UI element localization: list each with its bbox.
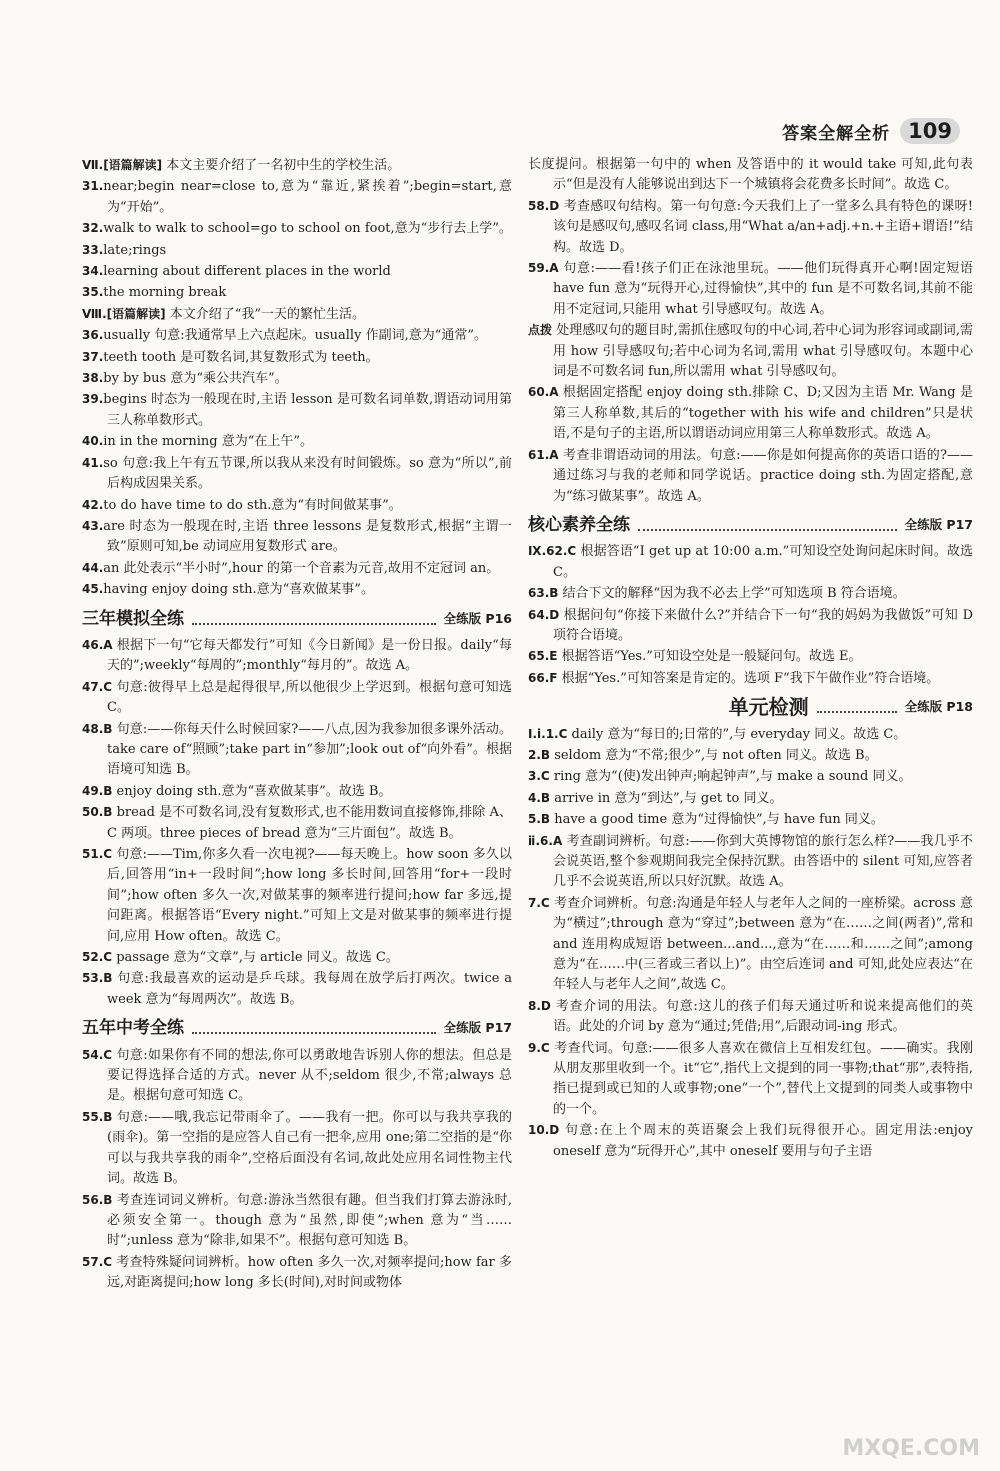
answer-text: 考查副词辨析。句意:——你到大英博物馆的旅行怎么样?——我几乎不会说英语,整个参观期间我完全保持沉默。由答语中的 silent 可知,应答者几乎不会说英语,所以只好沉默。故选 A。	[553, 833, 973, 890]
answer-item	[528, 605, 973, 647]
answer-number: 5.B	[528, 812, 551, 827]
answer-number: 64.D	[528, 607, 560, 622]
answer-item	[82, 218, 512, 239]
answer-text: are 时态为一般现在时,主语 three lessons 是复数形式,根据“主谓一致”原则可知,be 动词应用复数形式 are。	[103, 518, 512, 555]
answer-number: 48.B	[82, 721, 113, 736]
section-header	[528, 695, 973, 720]
answer-number: 41.	[82, 455, 104, 470]
answer-item	[528, 445, 973, 507]
section-reference: 全练版 P18	[904, 699, 973, 715]
answer-item	[528, 745, 973, 766]
answer-number: 31.	[82, 179, 104, 194]
answer-number: 51.C	[82, 847, 113, 861]
answer-item	[528, 831, 973, 893]
answer-item	[82, 579, 512, 600]
answer-text: by by bus 意为“乘公共汽车”。	[103, 371, 288, 387]
answer-item	[528, 320, 973, 382]
answer-text: 考查感叹句结构。第一句句意:今天我们上了一堂多么具有特色的课呀!该句是感叹句,感叹名词 class,用“What a/an+adj.+n.+主语+谓语!”结构。故选 D。	[553, 198, 973, 255]
answer-text: daily 意为“每日的;日常的”,与 everyday 同义。故选 C。	[567, 726, 907, 742]
answer-text: 句意:如果你有不同的想法,你可以勇敢地告诉别人你的想法。但总是要记得选择合适的方式。never 从不;seldom 很少,不常;always 总是。根据句意可知选 C。	[107, 1047, 512, 1104]
answer-number: 40.	[82, 434, 104, 449]
answer-text: 考查连词词义辨析。句意:游泳当然很有趣。但当我们打算去游泳时,必须安全第一。though 意为“虽然,即使”;when 意为“当……时”;unless 意为“除非,如果不”。根据句意可知选 B。	[107, 1192, 512, 1249]
answer-number: 58.D	[528, 198, 560, 213]
answer-number: 60.A	[528, 385, 559, 400]
answer-text: 根据固定搭配 enjoy doing sth.排除 C、D;又因为主语 Mr. Wang 是第三人称单数,其后的“together with his wife and children”只是状语,不是句子的主语,所以谓语动词应用第三人称单数形式。故选 A。	[553, 385, 973, 442]
answer-item	[82, 304, 512, 325]
answer-text: 根据“Yes.”可知答案是肯定的。选项 F“我下午做作业”符合语境。	[557, 670, 940, 686]
answer-text: walk to walk to school=go to school on foot,意为“步行去上学”。	[103, 221, 512, 237]
answer-item	[82, 947, 512, 968]
answer-text: 结合下文的解释“因为我不必去上学”可知选项 B 符合语境。	[558, 586, 906, 602]
section-divider	[192, 613, 436, 625]
answer-item	[82, 968, 512, 1010]
section-title: 单元检测	[728, 695, 809, 720]
answer-text: an 此处表示“半小时”,hour 的第一个音素为元音,故用不定冠词 an。	[103, 560, 500, 576]
answer-item	[528, 893, 973, 996]
answer-text: passage 意为“文章”,与 article 同义。故选 C。	[112, 950, 399, 966]
answer-item	[528, 809, 973, 830]
answer-item	[528, 788, 973, 809]
section-divider	[817, 701, 897, 713]
answer-number: Ⅰ.ⅰ.1.C	[528, 726, 568, 741]
answer-item	[82, 431, 512, 452]
answer-item	[82, 347, 512, 368]
answer-item	[82, 635, 512, 677]
answer-number: 66.F	[528, 670, 558, 685]
answer-text: 长度提问。根据第一句中的 when 及答语中的 it would take 可知,此句表示“但是没有人能够说出到达下一个城镇将会花费多长时间”。故选 C。	[528, 157, 973, 193]
answer-item	[82, 1107, 512, 1190]
answer-text: 本文介绍了“我”一天的繁忙生活。	[165, 306, 366, 322]
answer-text: 本文主要介绍了一名初中生的学校生活。	[162, 158, 401, 173]
answer-number: Ⅶ.[语篇解读]	[82, 158, 163, 172]
answer-number: 63.B	[528, 586, 559, 601]
answer-text: 考查非谓语动词的用法。句意:——你是如何提高你的英语口语的?——通过练习与我的老师和同学说话。practice doing sth.为固定搭配,意为“练习做某事”。故选 A。	[553, 447, 973, 504]
answer-text: seldom 意为“不常;很少”,与 not often 同义。故选 B。	[550, 747, 878, 763]
answer-item	[528, 766, 973, 787]
answer-text: teeth tooth 是可数名词,其复数形式为 teeth。	[103, 349, 379, 365]
answer-number: 42.	[82, 497, 104, 512]
answer-text: 句意:我最喜欢的运动是乒乓球。我每周在放学后打两次。twice a week 意为“每周两次”。故选 B。	[107, 971, 512, 1007]
answer-text: 根据问句“你接下来做什么?”并结合下一句“我的妈妈为我做饭”可知 D 项符合语境。	[553, 607, 973, 643]
answer-text: the morning break	[103, 285, 227, 301]
answer-item	[528, 724, 973, 745]
answer-text: bread 是不可数名词,没有复数形式,也不能用数词直接修饰,排除 A、C 两项。three pieces of bread 意为“三片面包”。故选 B。	[107, 805, 512, 841]
answer-text: 句意:彼得早上总是起得很早,所以他很少上学迟到。根据句意可知选 C。	[107, 679, 512, 716]
answer-item	[528, 583, 973, 604]
answer-number: 7.C	[528, 895, 550, 910]
page-number: 109	[900, 118, 960, 144]
answer-item	[82, 453, 512, 495]
answer-text: so 句意:我上午有五节课,所以我从来没有时间锻炼。so 意为“所以”,前后构成因果关系。	[103, 455, 512, 492]
section-header	[528, 515, 973, 535]
answer-text: 句意:——你每天什么时候回家?——八点,因为我参加很多课外活动。take care of“照顾”;take part in“参加”;look out of“向外看”。根据语境可知选 B。	[107, 721, 512, 778]
answer-number: 2.B	[528, 747, 551, 762]
answer-item	[82, 261, 512, 282]
answer-item	[82, 155, 512, 176]
answer-number: 9.C	[528, 1040, 550, 1055]
answer-item	[82, 844, 512, 947]
answer-item	[82, 516, 512, 558]
answer-text: having enjoy doing sth.意为“喜欢做某事”。	[103, 582, 374, 598]
answer-item	[82, 325, 512, 346]
answer-text: 考查介词的用法。句意:这儿的孩子们每天通过听和说来提高他们的英语。此处的介词 by 意为“通过;凭借;用”,后跟动词-ing 形式。	[550, 998, 973, 1035]
answer-number: 4.B	[528, 790, 551, 805]
answer-text: in in the morning 意为“在上午”。	[103, 434, 314, 450]
answer-item	[82, 781, 512, 802]
answer-item	[82, 389, 512, 431]
section-header	[82, 1018, 512, 1038]
answer-number: 57.C	[82, 1254, 113, 1269]
answer-item	[528, 258, 973, 320]
page-header	[782, 118, 960, 144]
answer-number: 点拨	[528, 323, 553, 338]
answer-text: late;rings	[103, 242, 167, 258]
answer-item	[528, 646, 973, 667]
answer-number: 52.C	[82, 950, 113, 965]
section-title: 五年中考全练	[82, 1018, 184, 1039]
answer-number: 36.	[82, 328, 104, 343]
answer-text: begins 时态为一般现在时,主语 lesson 是可数名词单数,谓语动词用第三人称单数形式。	[103, 392, 512, 428]
answer-number: 56.B	[82, 1192, 113, 1207]
answer-number: 35.	[82, 285, 104, 300]
answer-number: 53.B	[82, 971, 113, 986]
answer-number: 32.	[82, 221, 104, 236]
section-reference: 全练版 P17	[904, 516, 973, 532]
answer-number: 3.C	[528, 769, 550, 784]
answer-text: 根据答语“I get up at 10:00 a.m.”可知设空处询问起床时间。故选 C。	[553, 544, 974, 580]
answer-item	[82, 240, 512, 261]
answer-number: Ⅷ.[语篇解读]	[82, 306, 166, 321]
answer-number: 50.B	[82, 805, 113, 820]
answer-text: 考查代词。句意:——很多人喜欢在微信上互相发红包。——确实。我刚从朋友那里收到一个。it“它”,指代上文提到的同一事物;that“那”,表特指,指已提到或已知的人或事物;one“一个”,替代上文提到的同类人或事物中的一个。	[549, 1040, 973, 1117]
answer-text: learning about different places in the world	[103, 264, 391, 280]
answer-text: usually 句意:我通常早上六点起床。usually 作副词,意为“通常”。	[103, 328, 487, 344]
answer-text: 根据答语“Yes.”可知设空处是一般疑问句。故选 E。	[557, 649, 862, 665]
answer-number: 37.	[82, 349, 104, 364]
answer-number: 54.C	[82, 1047, 113, 1062]
answer-item	[82, 282, 512, 303]
answer-item	[528, 996, 973, 1038]
answer-text: enjoy doing sth.意为“喜欢做某事”。故选 B。	[112, 783, 392, 799]
answer-item	[82, 368, 512, 389]
section-divider	[638, 519, 897, 531]
answer-number: 39.	[82, 392, 104, 407]
section-reference: 全练版 P17	[443, 1020, 512, 1036]
answer-text: to do have time to do sth.意为“有时间做某事”。	[103, 497, 402, 513]
answer-item	[82, 677, 512, 719]
answer-text: 根据下一句“它每天都发行”可知《今日新闻》是一份日报。daily“每天的”;weekly“每周的”;monthly“每月的”。故选 A。	[107, 637, 512, 674]
right-column	[528, 155, 973, 1162]
answer-text: have a good time 意为“过得愉快”,与 have fun 同义。	[550, 812, 884, 828]
answer-text: 句意:在上个周末的英语聚会上我们玩得很开心。固定用法:enjoy oneself 意为“玩得开心”,其中 oneself 要用与句子主语	[553, 1123, 973, 1159]
answer-item	[82, 1252, 512, 1294]
answer-item	[82, 1045, 512, 1107]
left-column	[82, 155, 512, 1294]
answer-item	[82, 495, 512, 516]
answer-number: ⅱ.6.A	[528, 833, 563, 848]
answer-text: 句意:——哦,我忘记带雨伞了。——我有一把。你可以与我共享我的(雨伞)。第一空指的是应答人自己有一把伞,应用 one;第二空指的是“你可以与我共享我的雨伞”,空格后面没有名词,故此处应用名词性物主代词。故选 B。	[107, 1109, 512, 1187]
answer-number: 10.D	[528, 1123, 560, 1138]
answer-item	[528, 668, 973, 689]
answer-number: 43.	[82, 518, 104, 533]
answer-text: 句意:——看!孩子们正在泳池里玩。——他们玩得真开心啊!固定短语 have fun 意为“玩得开心,过得愉快”,其中的 fun 是不可数名词,其前不能用不定冠词,只能用 what 引导感叹句。故选 A。	[553, 261, 973, 317]
answer-item	[528, 155, 973, 196]
answer-item	[82, 802, 512, 844]
answer-item	[528, 541, 973, 583]
answer-item	[82, 719, 512, 781]
answer-number: 44.	[82, 560, 104, 575]
answer-text: 处理感叹句的题目时,需抓住感叹句的中心词,若中心词为形容词或副词,需用 how 引导感叹句;若中心词为名词,需用 what 引导感叹句。本题中心词是不可数名词 fun,所以需用 what 引导感叹句。	[552, 323, 973, 380]
answer-text: 句意:——Tim,你多久看一次电视?——每天晚上。how soon 多久以后,回答用“in+一段时间”;how long 多长时间,回答用“for+一段时间”;how often 多久一次,对做某事的频率进行提问;how far 多远,提问距离。根据答语“Every night.”可知上文是对做某事的频率进行提问,应用 How often。故选 C。	[107, 847, 512, 944]
section-divider	[192, 1022, 436, 1034]
answer-number: Ⅸ.62.C	[528, 544, 577, 559]
answer-number: 61.A	[528, 447, 559, 462]
answer-item	[82, 1190, 512, 1252]
answer-item	[82, 558, 512, 579]
answer-text: 考查特殊疑问词辨析。how often 多久一次,对频率提问;how far 多远,对距离提问;how long 多长(时间),对时间或物体	[107, 1254, 512, 1291]
section-header	[82, 609, 512, 629]
answer-item	[82, 176, 512, 218]
answer-number: 34.	[82, 264, 104, 279]
answer-number: 49.B	[82, 783, 113, 798]
header-title: 答案全解全析	[782, 123, 891, 144]
answer-item	[528, 1038, 973, 1121]
answer-item	[528, 1120, 973, 1162]
answer-number: 8.D	[528, 998, 551, 1013]
answer-number: 45.	[82, 582, 104, 597]
answer-text: arrive in 意为“到达”,与 get to 同义。	[550, 790, 783, 806]
answer-number: 59.A	[528, 261, 559, 276]
section-reference: 全练版 P16	[443, 610, 512, 626]
answer-number: 38.	[82, 371, 104, 386]
answer-number: 47.C	[82, 679, 113, 694]
answer-number: 46.A	[82, 637, 113, 652]
answer-text: ring 意为“(使)发出钟声;响起钟声”,与 make a sound 同义。	[549, 769, 912, 785]
answer-number: 33.	[82, 242, 104, 257]
answer-item	[528, 382, 973, 444]
answer-item	[528, 196, 973, 258]
watermark-text: MXQE.COM	[842, 1436, 980, 1461]
section-title: 三年模拟全练	[82, 608, 184, 629]
answer-number: 55.B	[82, 1109, 113, 1124]
answer-text: near;begin near=close to,意为“靠近,紧挨着”;begin=start,意为“开始”。	[103, 179, 512, 215]
answer-number: 65.E	[528, 649, 558, 664]
answer-text: 考查介词辨析。句意:沟通是年轻人与老年人之间的一座桥梁。across 意为“横过”;through 意为“穿过”;between 意为“在……之间(两者)”,常和 and 连用构成短语 between...and...,意为“在……和……之间”;among 意为“在……中(三者或三者以上)”。由空后连词 and 可知,此处应表达“在年轻人与老年人之间”,故选 C。	[549, 895, 973, 993]
section-title: 核心素养全练	[528, 514, 630, 535]
